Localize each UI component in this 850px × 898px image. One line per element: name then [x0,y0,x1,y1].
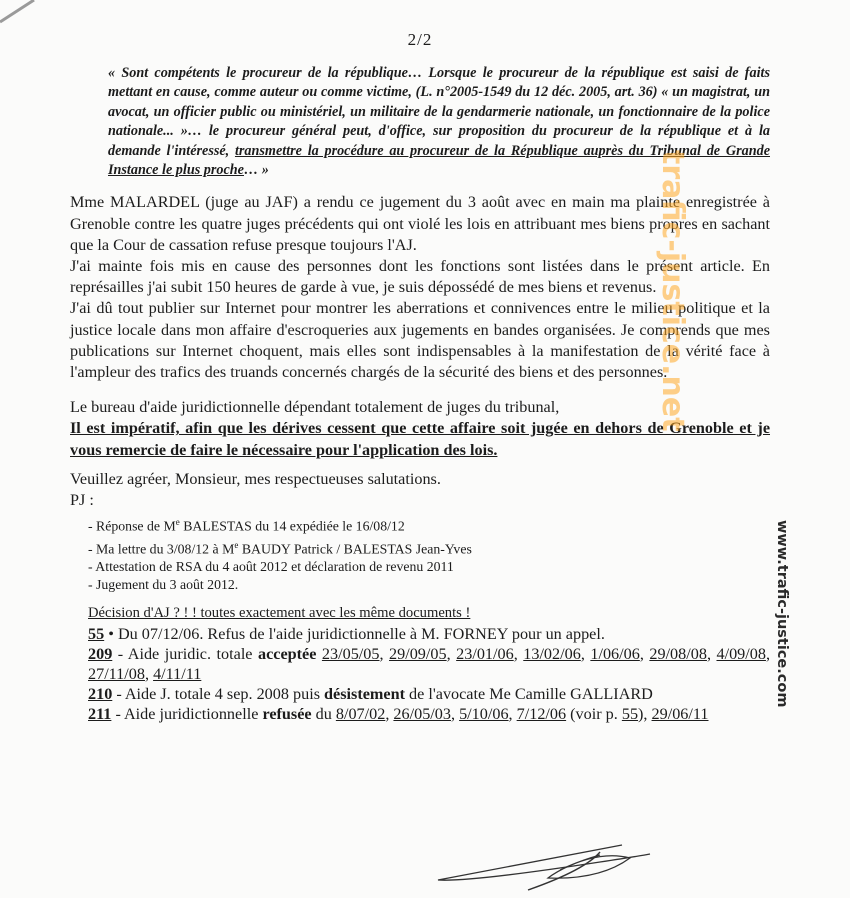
date-link: 4/11/11 [153,665,202,684]
date-link: 5/10/06 [459,705,509,724]
pj-label: PJ : [70,491,94,510]
date-link: 26/05/03 [393,705,451,724]
scan-edge-mark [0,0,60,30]
attachment-item: - Réponse de Me BALESTAS du 14 expédiée le 16/08/12 [88,517,405,534]
legal-quote [108,64,770,180]
date-link: 4/09/08 [716,645,766,664]
reference-211: 211 - Aide juridictionnelle refusée du 8/07/02, 26/05/03, 5/10/06, 7/12/06 (voir p. 55), 29/06/11 [88,705,709,724]
date-link: 1/06/06 [590,645,640,664]
date-link: 23/01/06 [456,645,514,664]
paragraph-represailles: J'ai mainte fois mis en cause des personnes dont les fonctions sont listées dans le présent article. En représailles j'ai subit 150 heures de garde à vue, je suis dépossédé de mes biens et revenus. [70,257,770,297]
paragraph-bureau-aj: Le bureau d'aide juridictionnelle dépendant totalement de juges du tribunal, [70,398,560,417]
attachments-list [88,513,770,594]
reference-210: 210 - Aide J. totale 4 sep. 2008 puis désistement de l'avocate Me Camille GALLIARD [88,685,653,704]
paragraph-malardel: Mme MALARDEL (juge au JAF) a rendu ce jugement du 3 août avec en main ma plainte enregistrée à Grenoble contre les quatre juges précédents qui ont violé les lois en attribuant mes biens propres en sachant que la Cour de cassation refuse presque toujours l'AJ. [70,193,770,254]
page-number: 2/2 [407,30,433,49]
date-link: 7/12/06 [516,705,567,724]
decision-heading: Décision d'AJ ? ! ! toutes exactement avec les même documents ! [88,605,471,622]
quote-close: … » [243,162,269,179]
reference-209: 209 - Aide juridic. totale acceptée 23/05/05, 29/09/05, 23/01/06, 13/02/06, 1/06/06, 29/08/08, 4/09/08, 27/11/08, 4/11/11 [88,645,770,684]
attachment-item: - Jugement du 3 août 2012. [88,577,239,593]
paragraph-imperatif: Il est impératif, afin que les dérives cessent que cette affaire soit jugée en dehors de Grenoble et je vous remercie de faire le nécessaire pour l'application des lois. [70,419,770,459]
date-link: 29/08/08 [649,645,707,664]
attachment-item: - Attestation de RSA du 4 août 2012 et déclaration de revenu 2011 [88,559,454,575]
date-link: 8/07/02 [335,705,386,724]
closing-salutation: Veuillez agréer, Monsieur, mes respectueuses salutations. [70,469,441,488]
reference-55: 55 • Du 07/12/06. Refus de l'aide juridictionnelle à M. FORNEY pour un appel. [88,625,605,644]
paragraph-internet: J'ai dû tout publier sur Internet pour montrer les aberrations et connivences entre le milieu politique et la justice locale dans mon affaire d'escroqueries aux jugements en bandes organisées. Je comprends que mes publications sur Internet choquent, mais elles sont indispensables à la manifestation de la vérité face à l'ampleur des trafics des truands concernés chargés de la sécurité des biens et des personnes. [70,299,770,382]
date-link: 23/05/05 [321,645,380,664]
quote-underlined: transmettre la procédure au procureur de la République auprès du Tribunal de Grande Instance le plus proche [108,142,770,179]
date-link: 29/09/05 [389,645,447,664]
document-body [70,30,770,724]
aj-references [88,624,770,724]
attachment-item: - Ma lettre du 3/08/12 à Me BAUDY Patrick / BALESTAS Jean-Yves [88,539,472,557]
watermark-large: trafic-justice.net [655,150,690,432]
date-link: 13/02/06 [523,645,581,664]
watermark-stamp: www.trafic-justice.com [774,520,790,708]
quote-text: « Sont compétents le procureur de la république… Lorsque le procureur de la république est saisi de faits mettant en cause, comme auteur ou comme victime, (L. n°2005-1549 du 12 déc. 2005, art. 36) « un magistrat, un avocat, un officier public ou ministériel, un militaire de la gendarmerie nationale, un fonctionnaire de la police nationale... »… le procureur général peut, d'office, sur proposition du procureur de la république et à la demande l'intéressé, [108,65,770,159]
date-link: 27/11/08 [88,665,145,684]
